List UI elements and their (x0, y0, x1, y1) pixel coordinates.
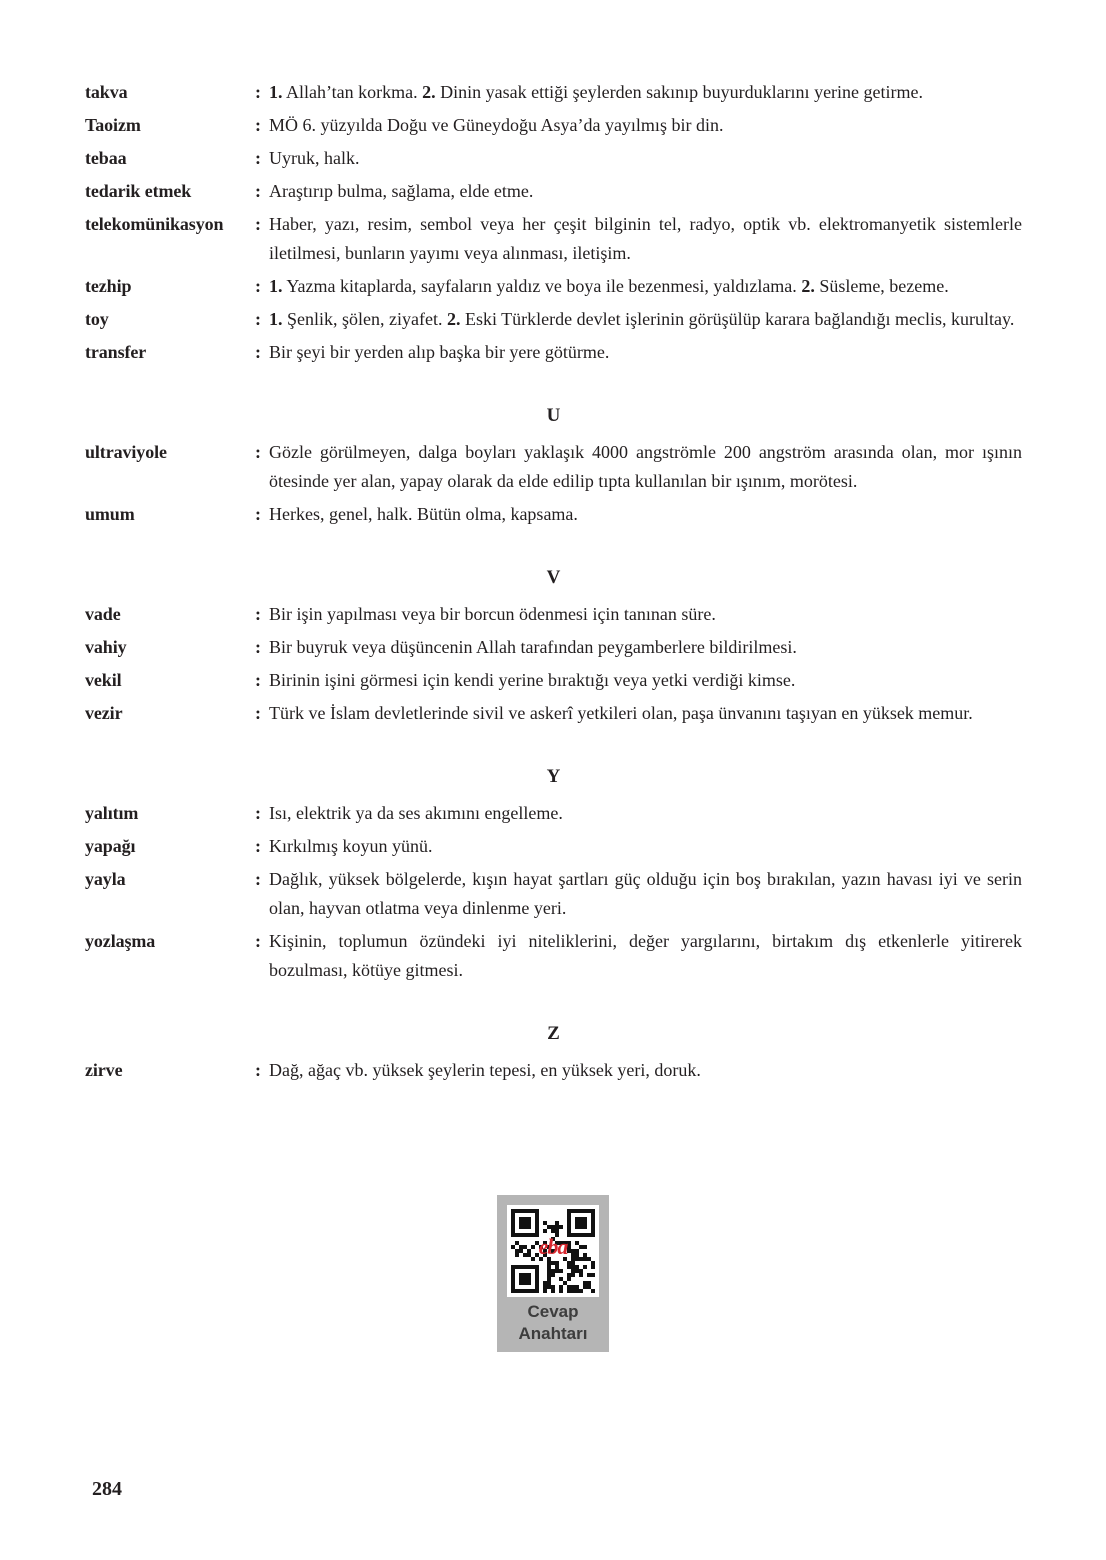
glossary-term: Taoizm (85, 115, 141, 135)
glossary-definition (269, 1056, 1022, 1085)
section-letter: V (546, 567, 561, 588)
term-colon: : (255, 637, 261, 657)
glossary-term: tezhip (85, 276, 132, 296)
glossary-entry (85, 272, 1022, 301)
glossary-entry (85, 338, 1022, 367)
glossary-term: vade (85, 604, 121, 624)
answer-key-qr[interactable] (497, 1195, 609, 1352)
section-letter: Y (546, 766, 561, 787)
term-colon: : (255, 115, 261, 135)
term-colon: : (255, 836, 261, 856)
page-number: 284 (92, 1478, 122, 1500)
glossary-definition (269, 633, 1022, 662)
definition-text: Dağlık, yüksek bölgelerde, kışın hayat şartları güç olduğu için boş bırakılan, yazın havası iyi ve serin olan, hayvan otlatma veya dinlenme yeri. (269, 869, 1022, 918)
glossary-term: vahiy (85, 637, 127, 657)
definition-text: Dağ, ağaç vb. yüksek şeylerin tepesi, en yüksek yeri, doruk. (269, 1060, 701, 1080)
term-colon: : (255, 148, 261, 168)
glossary-definition (269, 272, 1022, 301)
glossary-entry (85, 210, 1022, 268)
definition-text: Araştırıp bulma, sağlama, elde etme. (269, 181, 534, 201)
answer-key-label-line1: Cevap (527, 1302, 579, 1321)
glossary-entry (85, 666, 1022, 695)
glossary-entry (85, 500, 1022, 529)
definition-text: Bir şeyi bir yerden alıp başka bir yere götürme. (269, 342, 610, 362)
glossary-entry (85, 438, 1022, 496)
glossary-entry (85, 305, 1022, 334)
term-colon: : (255, 342, 261, 362)
glossary-definition (269, 177, 1022, 206)
glossary-term: umum (85, 504, 135, 524)
definition-text: Eski Türklerde devlet işlerinin görüşülüp karara bağlandığı meclis, kurultay. (460, 309, 1015, 329)
glossary-definition (269, 799, 1022, 828)
glossary-definition (269, 927, 1022, 985)
glossary-entry (85, 144, 1022, 173)
eba-logo: eba (538, 1234, 568, 1259)
definition-text: Yazma kitaplarda, sayfaların yaldız ve boya ile bezenmesi, yaldızlama. (282, 276, 802, 296)
glossary-definition (269, 832, 1022, 861)
definition-text: Uyruk, halk. (269, 148, 360, 168)
glossary-definition (269, 699, 1022, 728)
term-colon: : (255, 1060, 261, 1080)
definition-text: Isı, elektrik ya da ses akımını engelleme. (269, 803, 563, 823)
definition-text: Allah’tan korkma. (282, 82, 423, 102)
glossary-term: tedarik etmek (85, 181, 192, 201)
term-colon: : (255, 869, 261, 889)
definition-text: Gözle görülmeyen, dalga boyları yaklaşık 4000 angströmle 200 angström arasında olan, mor ışının ötesinde yer alan, yapay olarak da elde edilip tıpta kullanılan bir ışınım, morötesi. (269, 442, 1022, 491)
glossary-term: tebaa (85, 148, 127, 168)
definition-text: Dinin yasak ettiği şeylerden sakınıp buyurduklarını yerine getirme. (435, 82, 924, 102)
term-colon: : (255, 703, 261, 723)
definition-text: Herkes, genel, halk. Bütün olma, kapsama. (269, 504, 578, 524)
glossary-definition (269, 210, 1022, 268)
definition-text: Türk ve İslam devletlerinde sivil ve askerî yetkileri olan, paşa ünvanını taşıyan en yüksek memur. (269, 703, 973, 723)
definition-number: 2. (446, 309, 461, 329)
glossary-definition (269, 78, 1022, 107)
term-colon: : (255, 931, 261, 951)
glossary-entry (85, 177, 1022, 206)
definition-number: 1. (269, 309, 283, 329)
glossary-definition (269, 500, 1022, 529)
glossary-entry (85, 699, 1022, 728)
term-colon: : (255, 214, 261, 234)
glossary-entry (85, 1056, 1022, 1085)
answer-key-label-line2: Anahtarı (518, 1324, 588, 1343)
definition-text: Birinin işini görmesi için kendi yerine bıraktığı veya yetki verdiği kimse. (269, 670, 796, 690)
term-colon: : (255, 604, 261, 624)
glossary-term: yayla (85, 869, 126, 889)
glossary-term: vezir (85, 703, 123, 723)
glossary-term: yapağı (85, 836, 136, 856)
glossary-term: telekomünikasyon (85, 214, 224, 234)
definition-number: 2. (801, 276, 815, 296)
glossary-entry (85, 927, 1022, 985)
definition-text: Bir işin yapılması veya bir borcun ödenmesi için tanınan süre. (269, 604, 716, 624)
glossary-term: ultraviyole (85, 442, 167, 462)
definition-number: 1. (269, 276, 283, 296)
term-colon: : (255, 276, 261, 296)
glossary-entry (85, 78, 1022, 107)
term-colon: : (255, 442, 261, 462)
glossary-definition (269, 305, 1022, 334)
definition-number: 1. (269, 82, 283, 102)
definition-text: Bir buyruk veya düşüncenin Allah tarafından peygamberlere bildirilmesi. (269, 637, 797, 657)
term-colon: : (255, 309, 261, 329)
definition-text: Kırkılmış koyun yünü. (269, 836, 433, 856)
definition-text: Haber, yazı, resim, sembol veya her çeşit bilginin tel, radyo, optik vb. elektromanyetik sistemlerle iletilmesi, bunların yayımı veya alınması, iletişim. (269, 214, 1022, 263)
glossary-definition (269, 865, 1022, 923)
section-letter: U (546, 405, 561, 426)
glossary-term: vekil (85, 670, 122, 690)
term-colon: : (255, 670, 261, 690)
glossary-definition (269, 600, 1022, 629)
glossary-term: transfer (85, 342, 147, 362)
term-colon: : (255, 181, 261, 201)
glossary-definition (269, 666, 1022, 695)
answer-key-label (497, 1301, 609, 1345)
glossary-term: takva (85, 82, 128, 102)
definition-text: MÖ 6. yüzyılda Doğu ve Güneydoğu Asya’da yayılmış bir din. (269, 115, 724, 135)
definition-text: Süsleme, bezeme. (814, 276, 949, 296)
glossary-definition (269, 144, 1022, 173)
term-colon: : (255, 82, 261, 102)
term-colon: : (255, 504, 261, 524)
glossary-entry (85, 799, 1022, 828)
glossary (85, 78, 1022, 1089)
glossary-entry (85, 111, 1022, 140)
definition-text: Kişinin, toplumun özündeki iyi niteliklerini, değer yargılarını, birtakım dış etkenlerle yitirerek bozulması, kötüye gitmesi. (269, 931, 1022, 980)
glossary-definition (269, 111, 1022, 140)
qr-code-frame (507, 1205, 599, 1297)
section-letter: Z (547, 1023, 560, 1044)
glossary-definition (269, 338, 1022, 367)
glossary-term: zirve (85, 1060, 123, 1080)
glossary-entry (85, 600, 1022, 629)
glossary-term: yozlaşma (85, 931, 156, 951)
glossary-definition (269, 438, 1022, 496)
glossary-entry (85, 633, 1022, 662)
glossary-entry (85, 832, 1022, 861)
glossary-entry (85, 865, 1022, 923)
glossary-term: toy (85, 309, 109, 329)
definition-number: 2. (422, 82, 436, 102)
glossary-term: yalıtım (85, 803, 139, 823)
term-colon: : (255, 803, 261, 823)
definition-text: Şenlik, şölen, ziyafet. (282, 309, 447, 329)
